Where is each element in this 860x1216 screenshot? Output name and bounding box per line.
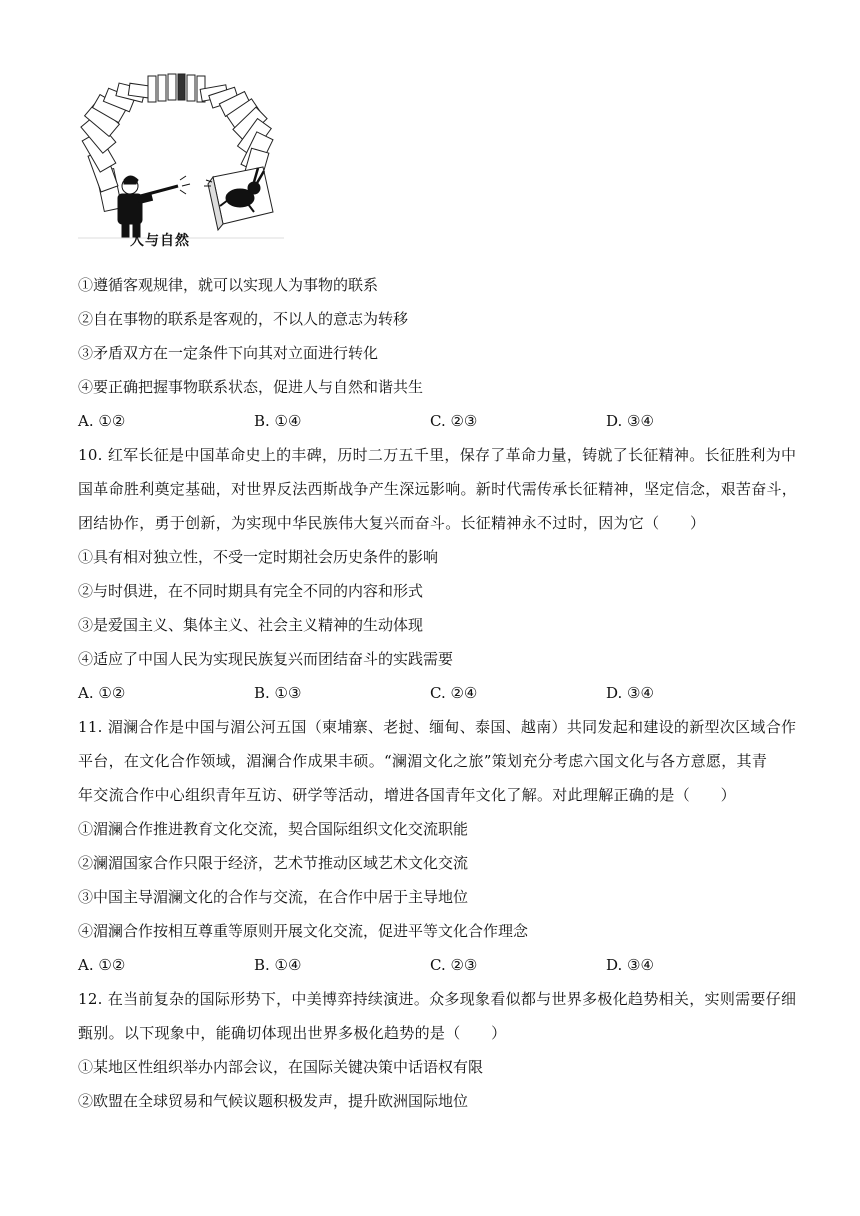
hunter-icon [118,176,190,238]
q11-option-b[interactable]: B. ①④ [254,956,302,974]
q11-option-d[interactable]: D. ③④ [606,956,654,974]
q11-stem-line-2: 平台，在文化合作领域，湄澜合作成果丰硕。“澜湄文化之旅”策划充分考虑六国文化与各方意愿，其青 [78,752,768,770]
q9-option-c[interactable]: C. ②③ [430,412,478,430]
q12-stem-line-1: 12. 在当前复杂的国际形势下，中美博弈持续演进。众多现象看似都与世界多极化趋势相关，实则需要仔细 [78,990,797,1008]
q11-option-a[interactable]: A. ①② [78,956,126,974]
q10-stem-line-1: 10. 红军长征是中国革命史上的丰碑，历时二万五千里，保存了革命力量，铸就了长征精神。长征胜利为中 [78,446,797,464]
q10-item-1: ①具有相对独立性，不受一定时期社会历史条件的影响 [78,548,439,566]
q9-item-1: ①遵循客观规律，就可以实现人为事物的联系 [78,276,379,294]
q10-item-4: ④适应了中国人民为实现民族复兴而团结奋斗的实践需要 [78,650,454,668]
q11-stem-line-3: 年交流合作中心组织青年互访、研学等活动，增进各国青年文化了解。对此理解正确的是（ ） [78,786,736,804]
q9-option-d[interactable]: D. ③④ [606,412,654,430]
q12-item-1: ①某地区性组织举办内部会议，在国际关键决策中话语权有限 [78,1058,484,1076]
q12-item-2: ②欧盟在全球贸易和气候议题积极发声，提升欧洲国际地位 [78,1092,469,1110]
q11-item-3: ③中国主导湄澜文化的合作与交流，在合作中居于主导地位 [78,888,469,906]
q11-option-c[interactable]: C. ②③ [430,956,478,974]
q10-item-3: ③是爱国主义、集体主义、社会主义精神的生动体现 [78,616,424,634]
cartoon-figure [78,72,284,254]
q11-stem-line-1: 11. 湄澜合作是中国与湄公河五国（柬埔寨、老挝、缅甸、泰国、越南）共同发起和建设的新型次区域合作 [78,718,797,736]
q12-stem-line-2: 甄别。以下现象中，能确切体现出世界多极化趋势的是（ ） [78,1024,507,1042]
q9-item-4: ④要正确把握事物联系状态，促进人与自然和谐共生 [78,378,424,396]
q9-option-b[interactable]: B. ①④ [254,412,302,430]
q11-item-4: ④湄澜合作按相互尊重等原则开展文化交流，促进平等文化合作理念 [78,922,529,940]
figure-caption: 人与自然 [130,233,190,249]
q10-option-d[interactable]: D. ③④ [606,684,654,702]
q11-item-2: ②澜湄国家合作只限于经济，艺术节推动区域艺术文化交流 [78,854,469,872]
q10-option-a[interactable]: A. ①② [78,684,126,702]
q10-stem-line-3: 团结协作，勇于创新，为实现中华民族伟大复兴而奋斗。长征精神永不过时，因为它（ ） [78,514,706,532]
q10-stem-line-2: 国革命胜利奠定基础，对世界反法西斯战争产生深远影响。新时代需传承长征精神，坚定信念，艰苦奋斗， [78,480,798,498]
q9-option-a[interactable]: A. ①② [78,412,126,430]
q10-option-c[interactable]: C. ②④ [430,684,478,702]
q11-item-1: ①湄澜合作推进教育文化交流，契合国际组织文化交流职能 [78,820,469,838]
q10-item-2: ②与时俱进，在不同时期具有完全不同的内容和形式 [78,582,424,600]
q10-option-b[interactable]: B. ①③ [254,684,302,702]
q9-item-3: ③矛盾双方在一定条件下向其对立面进行转化 [78,344,379,362]
q9-item-2: ②自在事物的联系是客观的，不以人的意志为转移 [78,310,409,328]
